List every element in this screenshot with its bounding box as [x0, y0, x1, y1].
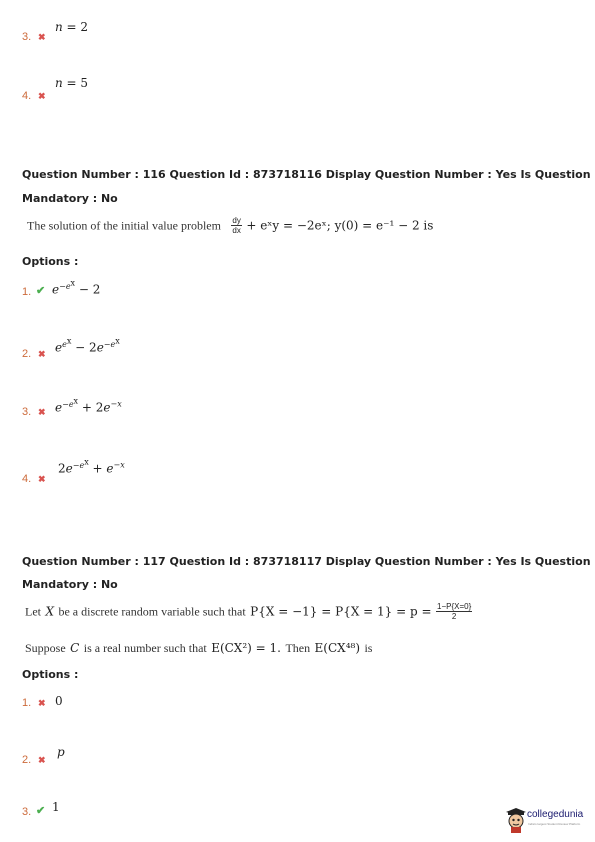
option-expression: p	[57, 745, 65, 759]
question-text: The solution of the initial value problem	[27, 218, 221, 233]
question-117-line-2	[25, 639, 372, 657]
option-number: 2.	[22, 754, 32, 766]
wrong-mark-icon: ✖	[38, 474, 46, 484]
options-label: Options :	[22, 255, 79, 268]
logo-brand: collegedunia	[527, 809, 584, 820]
derivative-fraction	[231, 216, 241, 235]
question-116-header: Question Number : 116 Question Id : 873718116 Display Question Number : Yes Is Question	[22, 168, 591, 181]
fraction-denominator: dx	[232, 226, 241, 235]
wrong-mark-icon: ✖	[38, 32, 46, 42]
option-expression: 0	[55, 694, 63, 708]
option-expression: 1	[52, 800, 60, 814]
probability-equation: P{X = −1} = P{X = 1} = p =	[250, 604, 432, 619]
variable: C	[70, 641, 80, 655]
probability-fraction	[436, 602, 472, 621]
option-number: 3.	[22, 406, 32, 418]
question-text: Let	[25, 604, 41, 619]
question-text: Suppose	[25, 641, 66, 655]
option-number: 1.	[22, 697, 32, 709]
option-number: 4.	[22, 473, 32, 485]
question-116-mandatory: Mandatory : No	[22, 192, 118, 205]
option-number: 3.	[22, 806, 32, 818]
fraction-numerator: dy	[232, 216, 241, 225]
correct-mark-icon: ✔	[36, 285, 46, 297]
collegedunia-logo	[506, 806, 592, 834]
wrong-mark-icon: ✖	[38, 349, 46, 359]
correct-mark-icon: ✔	[36, 805, 46, 817]
question-116-text	[27, 216, 433, 235]
question-text: is a real number such that	[83, 641, 207, 655]
wrong-mark-icon: ✖	[38, 91, 46, 101]
option-number: 3.	[22, 31, 32, 43]
option-number: 1.	[22, 286, 32, 298]
fraction-numerator: 1−P{X=0}	[437, 602, 472, 611]
question-text: Then	[285, 641, 311, 655]
variable: X	[45, 604, 54, 619]
option-expression: n = 2	[55, 20, 89, 34]
question-117-mandatory: Mandatory : No	[22, 578, 118, 591]
option-expression: n = 5	[55, 76, 89, 90]
option-expression: $e^{-e^x} - 2$	[52, 278, 101, 297]
options-label: Options :	[22, 668, 79, 681]
equation-tail: + eˣy = −2eˣ; y(0) = e⁻¹ − 2 is	[246, 218, 434, 233]
wrong-mark-icon: ✖	[38, 698, 46, 708]
wrong-mark-icon: ✖	[38, 755, 46, 765]
question-117-line-1	[25, 602, 472, 621]
option-expression: $2e^{-e^x} + e^{-x}$	[58, 457, 125, 476]
expectation-expression: E(CX⁴⁸)	[314, 641, 361, 655]
fraction-denominator: 2	[451, 612, 457, 621]
expectation-equation: E(CX²) = 1.	[211, 641, 281, 655]
logo-tagline: India's largest Student Review Platform	[528, 822, 581, 826]
option-number: 4.	[22, 90, 32, 102]
wrong-mark-icon: ✖	[38, 407, 46, 417]
option-expression: $e^{-e^x} + 2e^{-x}$	[55, 396, 122, 415]
question-text: is	[364, 641, 373, 655]
option-number: 2.	[22, 348, 32, 360]
option-expression: $e^{e^x} - 2e^{-e^x}$	[55, 336, 120, 355]
question-text: be a discrete random variable such that	[58, 604, 246, 619]
question-117-header: Question Number : 117 Question Id : 873718117 Display Question Number : Yes Is Question	[22, 555, 591, 568]
